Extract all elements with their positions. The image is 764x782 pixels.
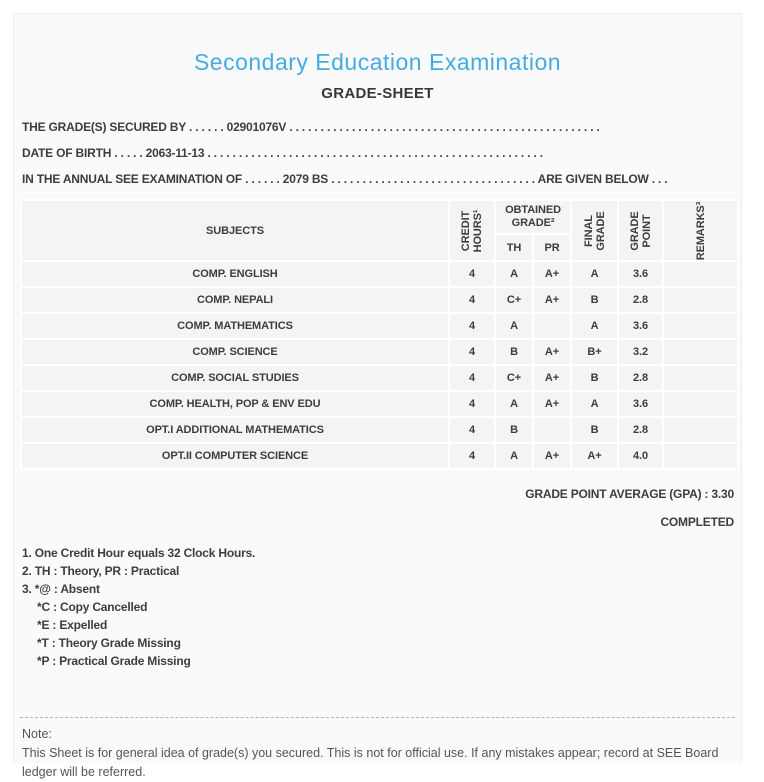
page-title: Secondary Education Examination — [193, 49, 562, 75]
footnote-item: 1. One Credit Hour equals 32 Clock Hours. — [22, 546, 256, 560]
obtained-grade-header: OBTAINED GRADE² — [495, 200, 571, 234]
remarks-cell — [663, 339, 738, 365]
exam-year-line: IN THE ANNUAL SEE EXAMINATION OF . . . . . . 2079 BS . . . . . . . . . . . . . . . . . . . . . . . . . . . . . . . . . ARE GIVEN BELOW . . . — [22, 172, 668, 186]
grade-point-cell: 3.6 — [618, 391, 663, 417]
practical-grade-cell: A+ — [533, 443, 571, 469]
theory-grade-cell: A — [495, 313, 533, 339]
final-grade-cell: A — [571, 313, 618, 339]
subject-cell: COMP. ENGLISH — [21, 261, 449, 287]
credit-hours-cell: 4 — [449, 261, 495, 287]
footnote-item: 2. TH : Theory, PR : Practical — [22, 564, 180, 578]
theory-grade-cell: A — [495, 391, 533, 417]
final-grade-cell: A — [571, 261, 618, 287]
student-info-block — [20, 114, 735, 192]
remarks-cell — [663, 391, 738, 417]
footnote-item: *T : Theory Grade Missing — [37, 636, 181, 650]
remarks-cell — [663, 261, 738, 287]
remarks-cell — [663, 443, 738, 469]
remarks-cell — [663, 365, 738, 391]
practical-grade-cell: A+ — [533, 287, 571, 313]
table-row — [21, 391, 738, 417]
practical-grade-cell: A+ — [533, 391, 571, 417]
subject-cell: OPT.II COMPUTER SCIENCE — [21, 443, 449, 469]
final-grade-cell: B — [571, 417, 618, 443]
subject-cell: COMP. HEALTH, POP & ENV EDU — [21, 391, 449, 417]
theory-grade-cell: A — [495, 443, 533, 469]
subject-cell: COMP. MATHEMATICS — [21, 313, 449, 339]
final-grade-cell: B+ — [571, 339, 618, 365]
note-label: Note: — [22, 727, 52, 741]
remarks-cell — [663, 417, 738, 443]
remarks-header-label: REMARKS³ — [694, 201, 707, 260]
footnote-item: *P : Practical Grade Missing — [37, 654, 191, 668]
credit-hours-cell: 4 — [449, 417, 495, 443]
credit-hours-cell: 4 — [449, 313, 495, 339]
final-grade-cell: A — [571, 391, 618, 417]
status-line: COMPLETED — [660, 515, 734, 529]
theory-grade-cell: C+ — [495, 287, 533, 313]
dashed-divider — [20, 717, 735, 718]
subject-cell: COMP. SCIENCE — [21, 339, 449, 365]
grade-point-cell: 2.8 — [618, 417, 663, 443]
grade-point-cell: 3.6 — [618, 313, 663, 339]
credit-hours-cell: 4 — [449, 443, 495, 469]
final-grade-header-label: FINAL GRADE — [582, 210, 607, 251]
footnote-item: *E : Expelled — [37, 618, 108, 632]
practical-grade-cell: A+ — [533, 339, 571, 365]
practical-grade-cell: A+ — [533, 261, 571, 287]
summary-block — [20, 487, 735, 529]
grade-point-header-label: GRADE POINT — [628, 210, 653, 251]
footnote-item: *C : Copy Cancelled — [37, 600, 148, 614]
credit-hours-header-label: CREDIT HOURS¹ — [460, 209, 484, 252]
grade-point-cell: 2.8 — [618, 365, 663, 391]
table-row — [21, 417, 738, 443]
final-grade-cell: B — [571, 287, 618, 313]
remarks-cell — [663, 313, 738, 339]
final-grade-cell: A+ — [571, 443, 618, 469]
theory-grade-cell: C+ — [495, 365, 533, 391]
final-grade-cell: B — [571, 365, 618, 391]
practical-grade-cell — [533, 313, 571, 339]
practical-subheader: PR — [533, 234, 571, 261]
practical-grade-cell — [533, 417, 571, 443]
grade-point-cell: 2.8 — [618, 287, 663, 313]
remarks-cell — [663, 287, 738, 313]
subject-cell: COMP. SOCIAL STUDIES — [21, 365, 449, 391]
grade-point-cell: 3.2 — [618, 339, 663, 365]
table-row — [21, 313, 738, 339]
practical-grade-cell: A+ — [533, 365, 571, 391]
credit-hours-cell: 4 — [449, 287, 495, 313]
footnotes-block — [20, 544, 735, 670]
credit-hours-cell: 4 — [449, 391, 495, 417]
theory-grade-cell: B — [495, 339, 533, 365]
credit-hours-cell: 4 — [449, 339, 495, 365]
table-row — [21, 365, 738, 391]
subjects-header: SUBJECTS — [21, 200, 449, 261]
grade-point-header — [618, 200, 663, 261]
date-of-birth-line: DATE OF BIRTH . . . . . 2063-11-13 . . . . . . . . . . . . . . . . . . . . . . . . . . . . . . . . . . . . . . . . . . . . . . . . . . . . . . — [22, 146, 543, 160]
grades-table — [20, 199, 739, 470]
grade-sheet-panel — [13, 13, 742, 779]
subject-cell: COMP. NEPALI — [21, 287, 449, 313]
table-row — [21, 339, 738, 365]
theory-grade-cell: B — [495, 417, 533, 443]
gpa-line: GRADE POINT AVERAGE (GPA) : 3.30 — [525, 487, 734, 501]
grade-point-cell: 4.0 — [618, 443, 663, 469]
subject-cell: OPT.I ADDITIONAL MATHEMATICS — [21, 417, 449, 443]
final-grade-header — [571, 200, 618, 261]
note-block — [20, 725, 735, 782]
remarks-header — [663, 200, 738, 261]
table-row — [21, 261, 738, 287]
credit-hours-header — [449, 200, 495, 261]
footnote-item: 3. *@ : Absent — [22, 582, 100, 596]
grade-sheet-heading: GRADE-SHEET — [321, 85, 434, 102]
grade-point-cell: 3.6 — [618, 261, 663, 287]
table-row — [21, 443, 738, 469]
credit-hours-cell: 4 — [449, 365, 495, 391]
note-text: This Sheet is for general idea of grade(s) you secured. This is not for official use. If any mistakes appear; record at SEE Board ledger will be referred. — [22, 746, 719, 779]
theory-subheader: TH — [495, 234, 533, 261]
secured-by-line: THE GRADE(S) SECURED BY . . . . . . 02901076V . . . . . . . . . . . . . . . . . . . . . . . . . . . . . . . . . . . . . . . . . . . . . . . . . . — [22, 120, 600, 134]
theory-grade-cell: A — [495, 261, 533, 287]
table-row — [21, 287, 738, 313]
